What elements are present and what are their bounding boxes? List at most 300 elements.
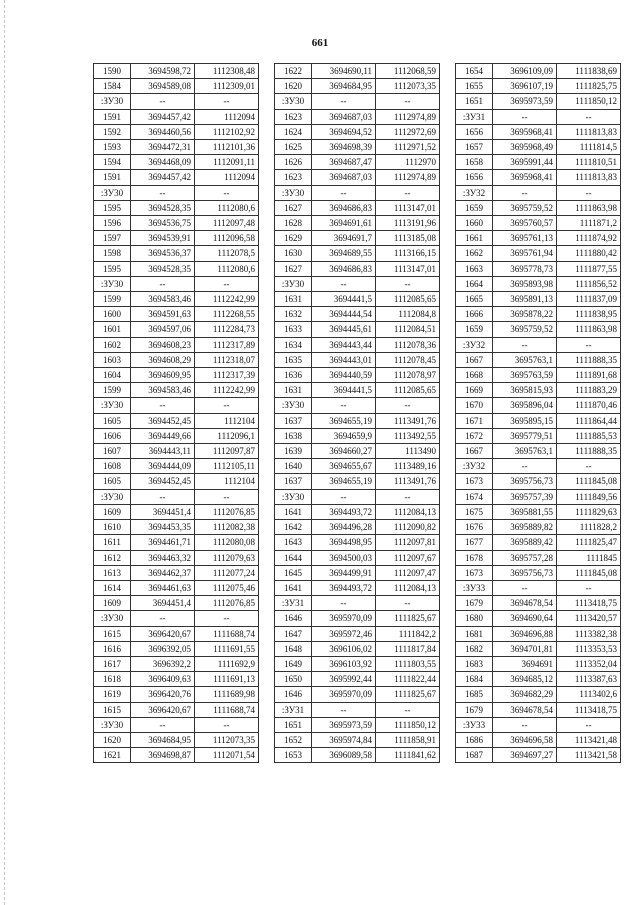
- y-coordinate-cell: 1111856,52: [557, 276, 621, 291]
- table-row: [94, 641, 259, 656]
- x-coordinate-cell: 3696420,67: [131, 702, 195, 717]
- table-row: [275, 337, 440, 352]
- x-coordinate-cell: 3694694,52: [312, 124, 376, 139]
- table-row: [94, 292, 259, 307]
- table-row: [94, 748, 259, 763]
- point-number-cell: 1605: [94, 474, 131, 489]
- y-coordinate-cell: --: [376, 702, 440, 717]
- point-number-cell: 1627: [275, 261, 312, 276]
- x-coordinate-cell: 3694691,61: [312, 216, 376, 231]
- parcel-separator-row: [275, 398, 440, 413]
- x-coordinate-cell: 3695778,73: [493, 261, 557, 276]
- x-coordinate-cell: 3695968,41: [493, 170, 557, 185]
- x-coordinate-cell: 3694685,12: [493, 672, 557, 687]
- parcel-label-cell: :ЗУ30: [275, 489, 312, 504]
- point-number-cell: 1641: [275, 504, 312, 519]
- x-coordinate-cell: 3694444,09: [131, 459, 195, 474]
- y-coordinate-cell: 1112102,92: [195, 124, 259, 139]
- y-coordinate-cell: 1111813,83: [557, 170, 621, 185]
- y-coordinate-cell: 1112309,01: [195, 79, 259, 94]
- x-coordinate-cell: 3694463,32: [131, 550, 195, 565]
- table-row: [94, 413, 259, 428]
- table-row: [456, 520, 621, 535]
- table-row: [275, 124, 440, 139]
- x-coordinate-cell: 3695970,09: [312, 687, 376, 702]
- table-row: [275, 352, 440, 367]
- parcel-label-cell: :ЗУ30: [275, 94, 312, 109]
- point-number-cell: 1611: [94, 535, 131, 550]
- point-number-cell: 1631: [275, 292, 312, 307]
- y-coordinate-cell: 1111864,44: [557, 413, 621, 428]
- y-coordinate-cell: 1112078,5: [195, 246, 259, 261]
- x-coordinate-cell: --: [312, 702, 376, 717]
- parcel-label-cell: :ЗУ30: [94, 94, 131, 109]
- y-coordinate-cell: 1112094: [195, 109, 259, 124]
- x-coordinate-cell: 3694701,81: [493, 641, 557, 656]
- x-coordinate-cell: 3694472,31: [131, 140, 195, 155]
- table-row: [456, 489, 621, 504]
- y-coordinate-cell: 1111691,13: [195, 672, 259, 687]
- x-coordinate-cell: --: [493, 580, 557, 595]
- x-coordinate-cell: 3695889,42: [493, 535, 557, 550]
- x-coordinate-cell: 3694686,83: [312, 261, 376, 276]
- y-coordinate-cell: 1111845,08: [557, 474, 621, 489]
- table-row: [275, 459, 440, 474]
- x-coordinate-cell: --: [493, 109, 557, 124]
- point-number-cell: 1591: [94, 109, 131, 124]
- table-row: [94, 444, 259, 459]
- point-number-cell: 1654: [456, 64, 493, 79]
- table-row: [456, 322, 621, 337]
- point-number-cell: 1605: [94, 413, 131, 428]
- point-number-cell: 1665: [456, 292, 493, 307]
- table-row: [456, 124, 621, 139]
- x-coordinate-cell: 3695891,13: [493, 292, 557, 307]
- y-coordinate-cell: 1112084,51: [376, 322, 440, 337]
- point-number-cell: 1648: [275, 641, 312, 656]
- table-row: [275, 383, 440, 398]
- point-number-cell: 1667: [456, 352, 493, 367]
- table-row: [275, 444, 440, 459]
- parcel-separator-row: [456, 580, 621, 595]
- parcel-label-cell: :ЗУ30: [94, 185, 131, 200]
- x-coordinate-cell: 3694443,44: [312, 337, 376, 352]
- table-row: [94, 155, 259, 170]
- y-coordinate-cell: 1113191,96: [376, 216, 440, 231]
- point-number-cell: 1597: [94, 231, 131, 246]
- parcel-separator-row: [94, 489, 259, 504]
- y-coordinate-cell: 1113402,6: [557, 687, 621, 702]
- point-number-cell: 1606: [94, 428, 131, 443]
- table-row: [275, 428, 440, 443]
- y-coordinate-cell: --: [376, 398, 440, 413]
- table-row: [94, 702, 259, 717]
- y-coordinate-cell: --: [376, 596, 440, 611]
- table-row: [94, 216, 259, 231]
- point-number-cell: 1600: [94, 307, 131, 322]
- table-row: [275, 170, 440, 185]
- point-number-cell: 1629: [275, 231, 312, 246]
- x-coordinate-cell: 3694608,23: [131, 337, 195, 352]
- point-number-cell: 1625: [275, 140, 312, 155]
- x-coordinate-cell: 3695881,55: [493, 504, 557, 519]
- coordinates-table-left: [93, 63, 259, 763]
- parcel-separator-row: [94, 611, 259, 626]
- y-coordinate-cell: --: [557, 459, 621, 474]
- x-coordinate-cell: 3694443,11: [131, 444, 195, 459]
- x-coordinate-cell: 3694682,29: [493, 687, 557, 702]
- y-coordinate-cell: 1111822,44: [376, 672, 440, 687]
- x-coordinate-cell: 3695992,44: [312, 672, 376, 687]
- x-coordinate-cell: 3694453,35: [131, 520, 195, 535]
- x-coordinate-cell: --: [131, 276, 195, 291]
- x-coordinate-cell: 3695973,59: [493, 94, 557, 109]
- table-row: [456, 748, 621, 763]
- table-row: [275, 550, 440, 565]
- point-number-cell: 1663: [456, 261, 493, 276]
- point-number-cell: 1680: [456, 611, 493, 626]
- x-coordinate-cell: 3694536,37: [131, 246, 195, 261]
- point-number-cell: 1609: [94, 504, 131, 519]
- parcel-label-cell: :ЗУ30: [275, 276, 312, 291]
- point-number-cell: 1643: [275, 535, 312, 550]
- y-coordinate-cell: 1112068,59: [376, 64, 440, 79]
- table-row: [94, 352, 259, 367]
- table-row: [275, 155, 440, 170]
- table-row: [94, 459, 259, 474]
- y-coordinate-cell: 1113491,76: [376, 474, 440, 489]
- x-coordinate-cell: 3694691,7: [312, 231, 376, 246]
- x-coordinate-cell: 3694583,46: [131, 292, 195, 307]
- x-coordinate-cell: 3695815,93: [493, 383, 557, 398]
- point-number-cell: 1675: [456, 504, 493, 519]
- y-coordinate-cell: 1112097,48: [195, 216, 259, 231]
- point-number-cell: 1644: [275, 550, 312, 565]
- y-coordinate-cell: 1112308,48: [195, 64, 259, 79]
- y-coordinate-cell: 1112073,35: [376, 79, 440, 94]
- y-coordinate-cell: 1112971,52: [376, 140, 440, 155]
- point-number-cell: 1637: [275, 474, 312, 489]
- x-coordinate-cell: --: [493, 185, 557, 200]
- y-coordinate-cell: 1111858,91: [376, 732, 440, 747]
- table-row: [275, 535, 440, 550]
- y-coordinate-cell: --: [557, 717, 621, 732]
- y-coordinate-cell: 1113421,58: [557, 748, 621, 763]
- table-row: [456, 79, 621, 94]
- table-row: [275, 322, 440, 337]
- table-row: [275, 64, 440, 79]
- table-row: [94, 535, 259, 550]
- table-row: [94, 580, 259, 595]
- point-number-cell: 1595: [94, 200, 131, 215]
- x-coordinate-cell: 3694460,56: [131, 124, 195, 139]
- x-coordinate-cell: 3694608,29: [131, 352, 195, 367]
- x-coordinate-cell: 3694441,5: [312, 383, 376, 398]
- x-coordinate-cell: --: [493, 337, 557, 352]
- x-coordinate-cell: 3694462,37: [131, 565, 195, 580]
- x-coordinate-cell: 3695991,44: [493, 155, 557, 170]
- x-coordinate-cell: 3694583,46: [131, 383, 195, 398]
- y-coordinate-cell: 1112076,85: [195, 596, 259, 611]
- table-row: [94, 64, 259, 79]
- table-row: [456, 140, 621, 155]
- y-coordinate-cell: 1111841,62: [376, 748, 440, 763]
- y-coordinate-cell: 1113353,53: [557, 641, 621, 656]
- y-coordinate-cell: 1111871,2: [557, 216, 621, 231]
- y-coordinate-cell: 1111813,83: [557, 124, 621, 139]
- x-coordinate-cell: 3694591,63: [131, 307, 195, 322]
- x-coordinate-cell: 3694690,64: [493, 611, 557, 626]
- table-row: [456, 702, 621, 717]
- x-coordinate-cell: 3696103,92: [312, 656, 376, 671]
- table-row: [275, 368, 440, 383]
- table-row: [94, 504, 259, 519]
- table-row: [456, 246, 621, 261]
- x-coordinate-cell: 3695763,1: [493, 352, 557, 367]
- x-coordinate-cell: 3695756,73: [493, 474, 557, 489]
- y-coordinate-cell: 1111845: [557, 550, 621, 565]
- x-coordinate-cell: 3694451,4: [131, 504, 195, 519]
- table-row: [94, 565, 259, 580]
- table-row: [94, 626, 259, 641]
- y-coordinate-cell: 1111825,67: [376, 611, 440, 626]
- y-coordinate-cell: 1112090,82: [376, 520, 440, 535]
- x-coordinate-cell: 3695893,98: [493, 276, 557, 291]
- table-row: [275, 748, 440, 763]
- point-number-cell: 1671: [456, 413, 493, 428]
- point-number-cell: 1651: [456, 94, 493, 109]
- x-coordinate-cell: --: [312, 596, 376, 611]
- point-number-cell: 1631: [275, 383, 312, 398]
- table-row: [94, 687, 259, 702]
- point-number-cell: 1666: [456, 307, 493, 322]
- table-row: [94, 474, 259, 489]
- y-coordinate-cell: 1112082,38: [195, 520, 259, 535]
- point-number-cell: 1684: [456, 672, 493, 687]
- x-coordinate-cell: --: [493, 459, 557, 474]
- y-coordinate-cell: --: [195, 185, 259, 200]
- y-coordinate-cell: 1112080,6: [195, 200, 259, 215]
- y-coordinate-cell: 1112101,36: [195, 140, 259, 155]
- point-number-cell: 1622: [275, 64, 312, 79]
- x-coordinate-cell: --: [131, 717, 195, 732]
- point-number-cell: 1627: [275, 200, 312, 215]
- point-number-cell: 1661: [456, 231, 493, 246]
- point-number-cell: 1599: [94, 383, 131, 398]
- y-coordinate-cell: 1111837,09: [557, 292, 621, 307]
- point-number-cell: 1613: [94, 565, 131, 580]
- y-coordinate-cell: 1111829,63: [557, 504, 621, 519]
- table-row: [94, 261, 259, 276]
- x-coordinate-cell: 3694655,67: [312, 459, 376, 474]
- y-coordinate-cell: 1113352,04: [557, 656, 621, 671]
- y-coordinate-cell: 1112097,81: [376, 535, 440, 550]
- y-coordinate-cell: 1112084,8: [376, 307, 440, 322]
- point-number-cell: 1592: [94, 124, 131, 139]
- x-coordinate-cell: 3695756,73: [493, 565, 557, 580]
- x-coordinate-cell: 3694684,95: [131, 732, 195, 747]
- table-row: [456, 216, 621, 231]
- table-row: [94, 200, 259, 215]
- point-number-cell: 1656: [456, 124, 493, 139]
- parcel-label-cell: :ЗУ33: [456, 580, 493, 595]
- y-coordinate-cell: 1113185,08: [376, 231, 440, 246]
- parcel-separator-row: [456, 459, 621, 474]
- point-number-cell: 1641: [275, 580, 312, 595]
- x-coordinate-cell: --: [131, 611, 195, 626]
- point-number-cell: 1672: [456, 428, 493, 443]
- parcel-separator-row: [94, 185, 259, 200]
- table-row: [456, 444, 621, 459]
- y-coordinate-cell: 1112974,89: [376, 170, 440, 185]
- table-row: [94, 520, 259, 535]
- point-number-cell: 1658: [456, 155, 493, 170]
- x-coordinate-cell: 3696392,2: [131, 656, 195, 671]
- table-row: [456, 596, 621, 611]
- x-coordinate-cell: 3695763,1: [493, 444, 557, 459]
- table-row: [275, 565, 440, 580]
- x-coordinate-cell: 3695974,84: [312, 732, 376, 747]
- table-row: [456, 200, 621, 215]
- point-number-cell: 1624: [275, 124, 312, 139]
- y-coordinate-cell: 1113418,75: [557, 702, 621, 717]
- x-coordinate-cell: 3694496,28: [312, 520, 376, 535]
- parcel-label-cell: :ЗУ30: [275, 398, 312, 413]
- x-coordinate-cell: 3694443,01: [312, 352, 376, 367]
- x-coordinate-cell: 3696107,19: [493, 79, 557, 94]
- x-coordinate-cell: 3694528,35: [131, 261, 195, 276]
- point-number-cell: 1677: [456, 535, 493, 550]
- coordinates-table-middle: [274, 63, 440, 763]
- y-coordinate-cell: 1111845,08: [557, 565, 621, 580]
- point-number-cell: 1610: [94, 520, 131, 535]
- y-coordinate-cell: 1111838,69: [557, 64, 621, 79]
- point-number-cell: 1612: [94, 550, 131, 565]
- y-coordinate-cell: 1113491,76: [376, 413, 440, 428]
- point-number-cell: 1620: [275, 79, 312, 94]
- x-coordinate-cell: 3694660,27: [312, 444, 376, 459]
- x-coordinate-cell: 3695972,46: [312, 626, 376, 641]
- x-coordinate-cell: 3695779,51: [493, 428, 557, 443]
- y-coordinate-cell: 1112096,1: [195, 428, 259, 443]
- x-coordinate-cell: 3694684,95: [312, 79, 376, 94]
- parcel-separator-row: [275, 94, 440, 109]
- table-row: [94, 732, 259, 747]
- parcel-separator-row: [456, 717, 621, 732]
- point-number-cell: 1645: [275, 565, 312, 580]
- table-row: [94, 550, 259, 565]
- x-coordinate-cell: 3694493,72: [312, 504, 376, 519]
- x-coordinate-cell: 3694678,54: [493, 596, 557, 611]
- y-coordinate-cell: 1113490: [376, 444, 440, 459]
- x-coordinate-cell: --: [312, 185, 376, 200]
- point-number-cell: 1584: [94, 79, 131, 94]
- point-number-cell: 1687: [456, 748, 493, 763]
- x-coordinate-cell: 3694690,11: [312, 64, 376, 79]
- table-row: [94, 124, 259, 139]
- x-coordinate-cell: 3695763,59: [493, 368, 557, 383]
- table-row: [456, 428, 621, 443]
- x-coordinate-cell: 3694444,54: [312, 307, 376, 322]
- x-coordinate-cell: 3694449,66: [131, 428, 195, 443]
- parcel-label-cell: :ЗУ30: [94, 611, 131, 626]
- y-coordinate-cell: 1111688,74: [195, 702, 259, 717]
- y-coordinate-cell: --: [195, 489, 259, 504]
- table-row: [275, 641, 440, 656]
- point-number-cell: 1621: [94, 748, 131, 763]
- parcel-label-cell: :ЗУ30: [94, 489, 131, 504]
- parcel-label-cell: :ЗУ30: [94, 717, 131, 732]
- point-number-cell: 1638: [275, 428, 312, 443]
- x-coordinate-cell: 3694687,03: [312, 109, 376, 124]
- table-row: [275, 474, 440, 489]
- x-coordinate-cell: 3694659,9: [312, 428, 376, 443]
- x-coordinate-cell: --: [131, 94, 195, 109]
- y-coordinate-cell: 1112318,07: [195, 352, 259, 367]
- parcel-separator-row: [275, 489, 440, 504]
- y-coordinate-cell: --: [376, 489, 440, 504]
- y-coordinate-cell: --: [557, 185, 621, 200]
- table-row: [456, 276, 621, 291]
- point-number-cell: 1682: [456, 641, 493, 656]
- y-coordinate-cell: 1112077,24: [195, 565, 259, 580]
- y-coordinate-cell: 1113421,48: [557, 732, 621, 747]
- table-row: [456, 626, 621, 641]
- y-coordinate-cell: 1112073,35: [195, 732, 259, 747]
- point-number-cell: 1593: [94, 140, 131, 155]
- y-coordinate-cell: 1112972,69: [376, 124, 440, 139]
- table-row: [456, 368, 621, 383]
- y-coordinate-cell: 1112076,85: [195, 504, 259, 519]
- point-number-cell: 1591: [94, 170, 131, 185]
- point-number-cell: 1615: [94, 626, 131, 641]
- y-coordinate-cell: 1111842,2: [376, 626, 440, 641]
- table-row: [275, 580, 440, 595]
- y-coordinate-cell: 1112284,73: [195, 322, 259, 337]
- point-number-cell: 1615: [94, 702, 131, 717]
- x-coordinate-cell: 3694691: [493, 656, 557, 671]
- point-number-cell: 1679: [456, 596, 493, 611]
- y-coordinate-cell: 1111825,47: [557, 535, 621, 550]
- table-row: [275, 672, 440, 687]
- x-coordinate-cell: 3694493,72: [312, 580, 376, 595]
- x-coordinate-cell: 3696409,63: [131, 672, 195, 687]
- table-row: [456, 155, 621, 170]
- point-number-cell: 1614: [94, 580, 131, 595]
- point-number-cell: 1617: [94, 656, 131, 671]
- x-coordinate-cell: 3696392,05: [131, 641, 195, 656]
- point-number-cell: 1634: [275, 337, 312, 352]
- table-row: [275, 656, 440, 671]
- x-coordinate-cell: 3694689,55: [312, 246, 376, 261]
- parcel-label-cell: :ЗУ30: [94, 276, 131, 291]
- table-row: [456, 656, 621, 671]
- y-coordinate-cell: 1112317,39: [195, 368, 259, 383]
- point-number-cell: 1667: [456, 444, 493, 459]
- point-number-cell: 1673: [456, 565, 493, 580]
- point-number-cell: 1598: [94, 246, 131, 261]
- page-number: 661: [311, 37, 329, 49]
- x-coordinate-cell: 3694678,54: [493, 702, 557, 717]
- y-coordinate-cell: 1111825,67: [376, 687, 440, 702]
- point-number-cell: 1674: [456, 489, 493, 504]
- point-number-cell: 1623: [275, 109, 312, 124]
- point-number-cell: 1685: [456, 687, 493, 702]
- x-coordinate-cell: 3694687,03: [312, 170, 376, 185]
- parcel-label-cell: :ЗУ31: [456, 109, 493, 124]
- table-row: [94, 656, 259, 671]
- table-row: [456, 231, 621, 246]
